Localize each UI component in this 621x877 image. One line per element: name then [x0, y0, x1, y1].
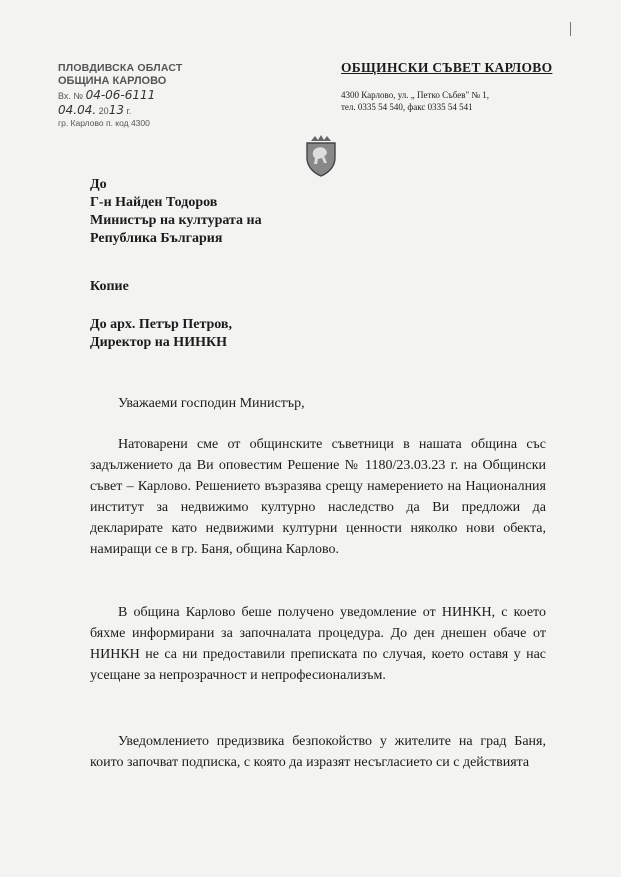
- stamp-city-code: гр. Карлово п. код 4300: [58, 118, 150, 128]
- stamp-municipality: ОБЩИНА КАРЛОВО: [58, 75, 167, 87]
- council-phone: тел. 0335 54 540, факс 0335 54 541: [341, 102, 473, 112]
- addressee-title-2: Република България: [90, 231, 223, 246]
- coat-of-arms-icon: [298, 132, 344, 178]
- stamp-region: ПЛОВДИВСКА ОБЛАСТ: [58, 62, 183, 74]
- copy-recipient-title: Директор на НИНКН: [90, 335, 228, 350]
- paragraph-1: Натоварени сме от общинските съветници в нашата община със задължението да Ви оповестим Решение № 1180/23.03.23 г. на Общински съвет – Карлово. Решението възразява срещу намерението на Националния институт за недвижимо културно наследство да Ви предложи да декларирате като недвижими културни ценности няколко нови обекта, намиращи се в гр. Баня, община Карлово.: [90, 437, 546, 557]
- greeting: Уважаеми господин Министър,: [118, 396, 305, 411]
- paragraph-3: Уведомлението предизвика безпокойство у жителите на град Баня, които започват подписка, с която да изразят несъгласието си с действията: [90, 734, 546, 770]
- stamp-date: 04.04.: [58, 103, 97, 117]
- council-address: 4300 Карлово, ул. „ Петко Събев" № 1,: [341, 90, 489, 100]
- copy-recipient: До арх. Петър Петров,: [90, 317, 232, 332]
- registration-stamp: [58, 62, 228, 128]
- stamp-year: 13: [108, 103, 124, 117]
- stamp-date-row: 04.04. 2013 г.: [58, 103, 132, 117]
- addressee-to: До: [90, 177, 107, 192]
- margin-mark: [570, 22, 571, 36]
- paragraph-2: В община Карлово беше получено уведомление от НИНКН, с което бяхме информирани за започналата процедура. До ден днешен обаче от НИНКН не са ни предоставили преписката по случая, което оставя у нас усещане за непрозрачност и непрофесионализъм.: [90, 605, 546, 683]
- council-name: ОБЩИНСКИ СЪВЕТ КАРЛОВО: [341, 60, 553, 75]
- council-header: [341, 60, 581, 113]
- addressee-title-1: Министър на културата на: [90, 213, 262, 228]
- copy-label: Копие: [90, 279, 129, 294]
- stamp-number-row: Вх. № 04-06-6111: [58, 88, 156, 102]
- stamp-number: 04-06-6111: [85, 88, 156, 102]
- addressee-name: Г-н Найден Тодоров: [90, 195, 218, 210]
- addressee-block: [90, 176, 262, 352]
